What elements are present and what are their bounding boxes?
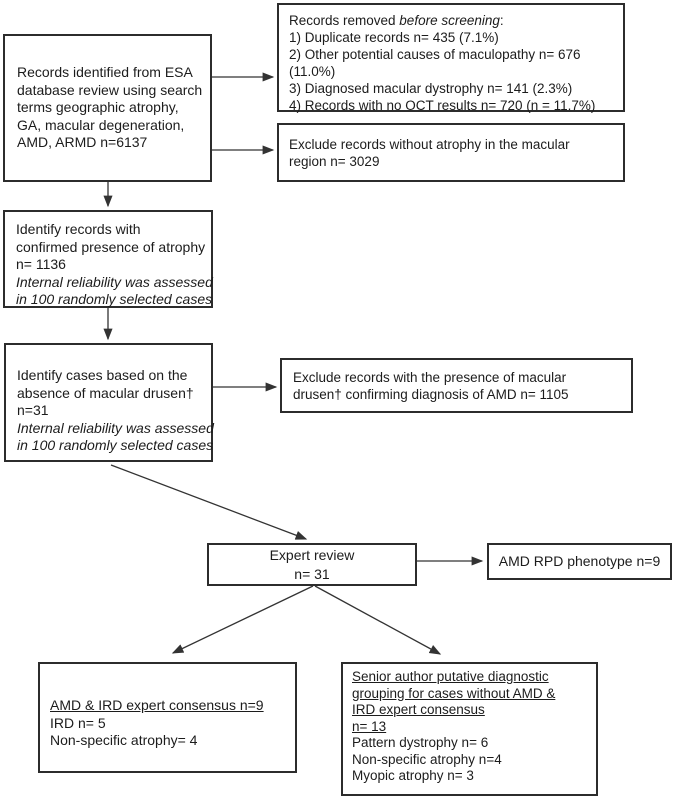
absence-drusen-line: absence of macular drusen†: [17, 384, 194, 401]
records-identified-line: terms geographic atrophy,: [17, 99, 179, 116]
box-expert-review: [207, 543, 417, 586]
records-removed-item: (11.0%): [289, 64, 336, 79]
consensus-heading: AMD & IRD expert consensus n=9: [50, 697, 264, 713]
arrow-absence-to-expert-review: [111, 465, 306, 539]
box-absence-drusen: [4, 343, 213, 462]
box-senior-author-grouping: [341, 662, 598, 796]
records-removed-item: 4) Records with no OCT results n= 720 (n = 11.7%): [289, 98, 596, 113]
senior-author-heading-line: grouping for cases without AMD &: [352, 685, 556, 701]
records-removed-item: 2) Other potential causes of maculopathy n= 676: [289, 47, 581, 62]
box-exclude-drusen: [280, 358, 633, 413]
records-removed-item: 1) Duplicate records n= 435 (7.1%): [289, 30, 499, 45]
records-identified-line: GA, macular degeneration,: [17, 116, 185, 133]
exclude-drusen-line: drusen† confirming diagnosis of AMD n= 1105: [293, 386, 569, 402]
senior-author-heading-line: IRD expert consensus: [352, 702, 485, 717]
records-removed-intro-colon: :: [499, 13, 504, 28]
amd-rpd-phenotype-text: AMD RPD phenotype n=9: [498, 552, 661, 569]
arrow-expert-review-to-senior-author: [315, 586, 440, 654]
senior-author-heading-line: Senior author putative diagnostic: [352, 669, 549, 684]
records-removed-intro: [289, 12, 617, 29]
senior-author-n-line: n= 13: [352, 718, 387, 734]
records-removed-intro-italic: before screening: [399, 13, 500, 28]
exclude-no-atrophy-line: region n= 3029: [289, 153, 380, 169]
senior-author-item: Pattern dystrophy n= 6: [352, 735, 489, 750]
arrow-expert-review-to-consensus: [173, 586, 313, 653]
box-consensus: [38, 662, 297, 773]
records-identified-line: database review using search: [17, 81, 203, 98]
absence-drusen-line: n=31: [17, 402, 49, 418]
absence-drusen-note-line: Internal reliability was assessed: [17, 419, 214, 436]
records-removed-intro-pre: Records removed: [289, 13, 400, 28]
absence-drusen-line: Identify cases based on the: [17, 367, 188, 383]
records-identified-line: AMD, ARMD n=6137: [17, 134, 148, 151]
expert-review-line: Expert review: [269, 546, 355, 563]
box-records-identified: [3, 34, 212, 182]
records-identified-line: Records identified from ESA: [17, 64, 193, 81]
box-amd-rpd-phenotype: [487, 543, 672, 580]
exclude-drusen-line: Exclude records with the presence of macular: [293, 369, 567, 385]
senior-author-item: Non-specific atrophy n=4: [352, 751, 502, 767]
confirmed-atrophy-line: confirmed presence of atrophy: [16, 238, 206, 255]
confirmed-atrophy-line: Identify records with: [16, 221, 141, 237]
confirmed-atrophy-note-line: in 100 randomly selected cases: [16, 291, 213, 307]
exclude-no-atrophy-line: Exclude records without atrophy in the macular: [289, 136, 570, 152]
consensus-item: Non-specific atrophy= 4: [50, 732, 198, 748]
box-records-removed: [277, 3, 625, 112]
expert-review-line: n= 31: [294, 565, 330, 582]
consensus-item: IRD n= 5: [50, 714, 106, 731]
confirmed-atrophy-note-line: Internal reliability was assessed: [16, 273, 213, 290]
senior-author-item: Myopic atrophy n= 3: [352, 768, 474, 783]
box-confirmed-atrophy: [3, 210, 213, 308]
box-exclude-no-atrophy: [277, 123, 625, 182]
confirmed-atrophy-line: n= 1136: [16, 256, 66, 272]
records-removed-item: 3) Diagnosed macular dystrophy n= 141 (2.3%): [289, 81, 573, 96]
absence-drusen-note-line: in 100 randomly selected cases: [17, 437, 214, 453]
